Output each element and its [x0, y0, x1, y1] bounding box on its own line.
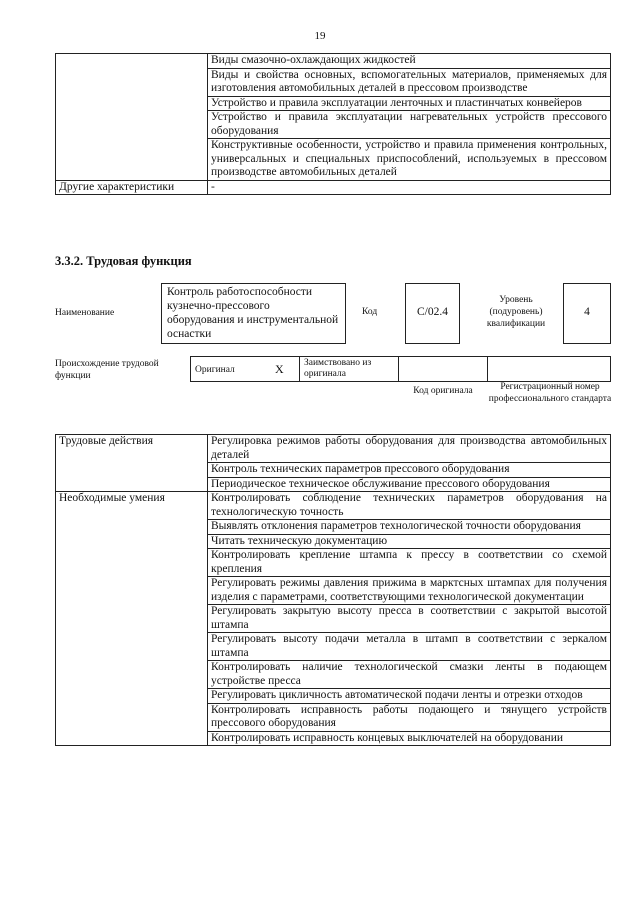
original-mark: X: [275, 362, 284, 376]
original-code-cell: [398, 356, 488, 382]
labor-action-item: Контроль технических параметров прессового оборудования: [208, 463, 611, 478]
knowledge-item: Виды и свойства основных, вспомогательных материалов, применяемых для изготовления автомобильных деталей в прессовом производстве: [208, 68, 611, 96]
labor-action-item: Регулировка режимов работы оборудования для производства автомобильных деталей: [208, 435, 611, 463]
knowledge-table: [55, 53, 611, 195]
table-row: [56, 492, 611, 520]
registration-number-cell: [487, 356, 611, 382]
skill-item: Контролировать соблюдение технических параметров оборудования на технологическую точность: [208, 492, 611, 520]
knowledge-item: Устройство и правила эксплуатации нагревательных устройств прессового оборудования: [208, 111, 611, 139]
skill-item: Регулировать цикличность автоматической подачи ленты и отрезки отходов: [208, 689, 611, 704]
table-row: [56, 54, 611, 69]
original-cell: [190, 356, 300, 382]
skill-item: Регулировать высоту подачи металла в штамп в соответствии с зеркалом штампа: [208, 633, 611, 661]
other-characteristics-value: -: [208, 180, 611, 195]
registration-number-caption: Регистрационный номер профессионального стандарта: [488, 382, 612, 404]
skills-label: Необходимые умения: [56, 492, 208, 746]
origin-row: [190, 356, 611, 382]
code-label: Код: [362, 307, 378, 317]
skill-item: Читать техническую документацию: [208, 534, 611, 549]
skill-item: Контролировать исправность концевых выключателей на оборудовании: [208, 731, 611, 746]
skill-item: Контролировать исправность работы подающего и тянущего устройств прессового оборудования: [208, 703, 611, 731]
name-value: Контроль работоспособности кузнечно-прессового оборудования и инструментальной оснастки: [161, 283, 346, 344]
borrowed-label: Заимствовано из оригинала: [299, 356, 399, 382]
skill-item: Контролировать крепление штампа к прессу в соответствии со схемой крепления: [208, 549, 611, 577]
labor-action-item: Периодическое техническое обслуживание прессового оборудования: [208, 477, 611, 492]
code-value: C/02.4: [405, 283, 460, 344]
skill-item: Выявлять отклонения параметров технологической точности оборудования: [208, 520, 611, 535]
knowledge-item: Устройство и правила эксплуатации ленточных и пластинчатых конвейеров: [208, 96, 611, 111]
skill-item: Контролировать наличие технологической смазки ленты в подающем устройстве пресса: [208, 661, 611, 689]
table-row: [56, 180, 611, 195]
level-value: 4: [563, 283, 611, 344]
name-label: Наименование: [55, 308, 115, 318]
skill-item: Регулировать закрытую высоту пресса в соответствии с закрытой высотой штампа: [208, 605, 611, 633]
knowledge-item: Конструктивные особенности, устройство и правила применения контрольных, универсальных и специальных приспособлений, используемых в прессовом производстве автомобильных деталей: [208, 139, 611, 181]
original-label: Оригинал: [195, 365, 235, 375]
table-cell-empty: [56, 54, 208, 181]
function-table: [55, 434, 611, 746]
origin-label: Происхождение трудовой функции: [55, 359, 159, 381]
table-row: [56, 435, 611, 463]
section-title: 3.3.2. Трудовая функция: [55, 254, 192, 268]
labor-actions-label: Трудовые действия: [56, 435, 208, 492]
original-code-caption: Код оригинала: [413, 386, 473, 396]
knowledge-item: Виды смазочно-охлаждающих жидкостей: [208, 54, 611, 69]
other-characteristics-label: Другие характеристики: [56, 180, 208, 195]
skill-item: Регулировать режимы давления прижима в марктсных штампах для получения изделия с параметрами, соответствующими технологической документации: [208, 577, 611, 605]
level-label: Уровень (подуровень) квалификации: [486, 295, 546, 329]
page-number: 19: [314, 30, 326, 42]
